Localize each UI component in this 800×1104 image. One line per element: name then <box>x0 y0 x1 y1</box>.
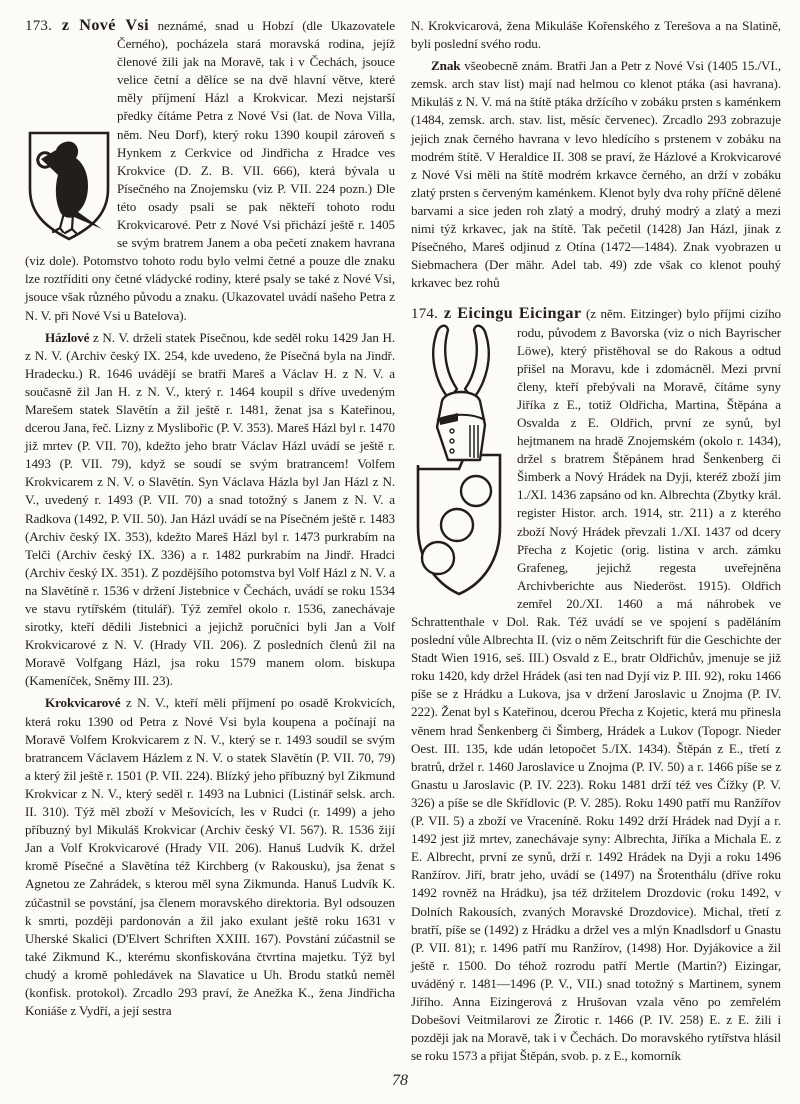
right-horn-icon <box>465 326 489 399</box>
carryover-text: N. Krokvicarová, žena Mikuláše Kořenského z Terešova a na Slatině, byli poslední svého rodu. <box>411 18 781 52</box>
krokvicarove-paragraph <box>25 694 395 1020</box>
znak-lead-word: Znak <box>431 58 461 74</box>
page-number: 78 <box>392 1072 408 1089</box>
horned-helmet-shield-icon <box>412 313 504 603</box>
entry-173-paragraph <box>25 17 395 325</box>
helmet-shield-crest-image <box>411 305 517 605</box>
hazlove-body-text: z N. V. drželi statek Písečnou, kde seděl roku 1429 Jan H. z N. V. (Archiv český IX. 254, kde uvedeno, že Písečná byla na Jindř. Hradecku.) R. 1646 uvádějí se bratři Mareš a Václav H. z N. V. a současně žil Jan H. z N. V., který r. 1464 koupil s dříve uvedeným Marešem statek Slavětín a žil ještě r. 1481, ženat jsa s Kateřinou, dcerou Jana, řeč. Lizny z Myslibořic (P. V. 353). Mareš Házl byl r. 1470 již mrtev (P. VII. 70), kdežto jeho bratr Václav Házl uvádí se ještě r. 1493 (P. VII. 79), když se soudí se svým bratrancem! Volfem Krokvicarem z N. V. o Slavětín. Syn Václava Házla byl Jan Házl z N. V., uvedený r. 1493 (P. VII. 70) a snad totožný s Janem z N. V. a Radkova (1492, P. VII. 50). Jan Házl uvádí se na Písečném ještě r. 1483 (Archiv český IX. 353), kdežto Mareš Házl byl r. 1473 purkrabím na Telči (Archiv český IX. 336) a r. 1482 purkrabím na Jindř. Hradci (Archiv český IX. 351). Z pozdějšího potomstva byl Volf Házl z N. V. a na Slavětíně r. 1536 v držení Jistebnice v Čechách, uvádí se roku 1534 ve stavu rytířském (titulář). Týž zemřel okolo r. 1536, zanechávaje sirotky, kteří dědili Jistebnici a jejichž poručníci byli Jan a Volf Krokvicarové z N. V. (Hrady VII. 206). Z posledních členů žil na Moravě Volfgang Házl, jsa roku 1579 manem olom. biskupa (Kameníček, Sněmy III. 23). <box>25 329 395 689</box>
shield-ring-top <box>461 476 491 506</box>
krokvicarove-body-text: z N. V., kteří měli příjmení po osadě Krokvicích, která roku 1390 od Petra z Nové Vsi byla koupena a počínají na Moravě Volfem Krokvicarem z N. V., který se r. 1493 soudil se svým bratrancem Václavem Házlem z N. V. o statek Slavětín (P. VII. 70, 79) a který žil ještě r. 1501 (P. VII. 224). Blízký jeho příbuzný byl Zikmund Krokvicar z N. V., který seděl r. 1493 na Lubnici (Listinář selsk. arch. II. 310). Týž měl zboží v Mešovicích, les v Rudci (r. 1499) a jeho příbuzný byl Mikuláš Krokvicar (Archiv český VI. 567). R. 1536 žijí Jan a Volf Krokvicarové (Hrady VII. 206). Hanuš Ludvík K. držel kromě Písečné a Slavětína též Kirchberg (v Rakousku), jsa ženat s Agnetou ze Zahrádek, s kterou měl syna Zikmunda. Hanuš Ludvík K. zúčastnil se povstání, jsa členem moravského direktoria. Byl odsouzen k smrti, později pardonován a žil jako exulant ještě roku 1631 v Uherské Skalici (D'Elvert Schriften XXIII. 167). Povstání zúčastnil se také Zikmund K., kterému skonfiskována čtvrtina majetku. Týž byl chudý a kromě pohledávek na Slavatice u Uh. Brodu statků neměl (konfisk. protokol). Zrcadlo 293 praví, že Anežka K., žena Jindřicha Koniáše z Vydří, a její sestra <box>25 695 395 1019</box>
entry-174-paragraph <box>411 305 781 1065</box>
two-column-text <box>25 17 781 1065</box>
hazlove-lead-word: Házlové <box>45 329 90 345</box>
entry-173-number: 173. <box>25 18 53 34</box>
left-horn-icon <box>433 326 457 399</box>
znak-paragraph <box>411 57 781 292</box>
shield-ring-middle <box>441 509 473 541</box>
entry-173-body-text: neznámé, snad u Hobzí (dle Ukazovatele Černého), pocházela stará moravská rodina, jejíž členové žili jak na Moravě, tak i v Čechách, jsouce velice četní a dělíce se na dvě hlavní větve, které měly příjmení Házl a Krokvicar. Mezi nejstarší předky čítáme Petra z Nové Vsi (lat. de Nova Villa, něm. Neu Dorf), který roku 1390 koupil zároveň s Hynkem z Cerkvice od Jindřicha z Hradce ves Krokvice (D. Z. B. VII. 666), která bývala u Písečného na Znojemsku (viz P. VII. 224 pozn.) Dle této osady psali se pak někteří tohoto rodu Krokvicarové. Petr z Nové Vsi přichází ještě r. 1405 se svým bratrem Janem a oba pečetí znakem havrana (viz dole). Potomstvo tohoto rodu bylo velmi četné a pouze dle znaku lze roztříditi ony četné vládycké rodiny, které psaly se také z Nové Vsi, jsouce však různého původu a znaku. (Ukazovatel uvádí našeho Petra z N. V. při Nové Vsi u Batelova). <box>25 18 396 323</box>
entry-173-headword: z Nové Vsi <box>52 16 150 34</box>
raven-shield-crest-image <box>25 17 117 245</box>
left-column <box>25 17 395 1065</box>
right-column <box>411 17 781 1065</box>
raven-shield-icon <box>26 129 112 243</box>
entry-174-headword: z Eicingu Eicingar <box>438 304 582 323</box>
znak-body-text: všeobecně znám. Bratři Jan a Petr z Nové Vsi (1405 15./VI., zemsk. arch stav list) mají nad helmou co klenot ptáka (asi havrana). Mikuláš z N. V. má na štítě ptáka držícího v zobáku prsten s kaménkem (1484, zemsk. arch. stav. list, měsíc červenec). Zrcadlo 293 zobrazuje jejich znak černého havrana v levo hledícího s prstenem v zobáku na modrém štítě. V Heraldice II. 308 se praví, že Házlové a Krokvicarové z Nové Vsi měli na štítě modrém krkavce černého, an drží v zobáku zlatý prsten s červeným kaménkem. Klenot byly dva rohy příčně dělené barvami a sice jeden roh zlatý a modrý, druhý modrý a zlatý a mezi nimi týž krkavec, jak na štítě. Tak pečetil (1428) Jan Házl, jinak z Písečného, Mareš odjinud z Otína (1472—1484). Znak vyobrazen u Siebmachera (Der mähr. Adel tab. 49) zde však co klenot pouhý krkavec bez rohů <box>411 58 781 291</box>
entry-174-body-text: (z něm. Eitzinger) bylo příjmi cizího rodu, původem z Bavorska (viz o nich Bayrischer Löwe), který přistěhoval se do Rakous a odtud přišel na Moravu, kde i zdomácněl. Mezi první členy, kteří přebývali na Moravě, čítáme syny Jiříka z E., totiž Oldřicha, Martina, Štěpána a Osvalda z E. Oldřich, první ze synů, byl hejtmanem na hradě Znojemském (okolo r. 1434), držel s bratrem Štěpánem hrad Šenkenberg či Šimberk a Nový Hrádek na Dyji, kteréž zboží jim 1./XI. 1436 zapsáno od kn. Albrechta (Zbytky král. register Histor. arch. 1914, str. 211) a z kterého zboží Nový Hrádek převzali 1./XI. 1437 od dcery Přecha z Kojetic (orig. listina v arch. zámku Grafeneg, jejichž regesta uveřejněna Archivberichte aus Niederöst. 1915). Oldřich zemřel 20./XI. 1460 a má náhrobek ve Schrattenthale v Dol. Rak. Též uvádí se ve spojení s paděláním poslední vůle Albrechta II. (viz o něm Zeitschrift für die Geschichte der Stadt Wien 1916, seš. III.) Osvald z E., bratr Oldřichův, jmenuje se již roku 1420, kdy držel Hrádek (asi ten nad Dyjí viz P. III. 92), roku 1466 píše se z Hrádku a Lukova, jsa v držení Jaroslavic u Znojma (P. IV. 222). Ženat byl s Kateřinou, dcerou Přecha z Kojetic, která mu přinesla věnem hrad Šenkenberg či Šimberg, Hrádek a Lukov (Topogr. Nieder Oest. III. 135, kde udán letopočet 5./IX. 1434). Štěpán z E., třetí z bratrů, držel r. 1460 Jaroslavice u Znojma (P. IV. 50) a r. 1466 píše se z Gnastu u Jaroslavic (P. IV. 223). Roku 1481 drží též ves Čížky (P. V. 326) a píše se dle Skřídlovic (P. V. 285). Roku 1490 patří mu Ranžířov (P. VII. 5) a zboží ve Vraceníně. Roku 1492 drží Hrádek nad Dyjí a r. 1492 jest již mrtev, zanechávaje syny: Albrechta, Jiříka a Michala E. z E. Albrecht, první ze synů, drží r. 1492 Hrádek na Dyji a roku 1496 Ranžírov. Jiří, bratr jeho, uvádí se (1497) na Šrotenthálu (dříve roku 1492 rovněž na Hrádku), jsa též držitelem Drozdovic (roku 1492, v Dolních Rakousích, zvaných Moravské Drozdovice). Michal, třetí z bratří, píše se (1492) z Hrádku a držel ves a mlýn Knadlsdorf u Gnastu (P. VII. 81); r. 1496 patří mu Ranžírov, (1498) Hor. Dyjákovice a žil ještě r. 1500. Do téhož rozrodu patří Mertle (Martin?) Eizingar, uváděný r. 1481—1496 (P. V., VII.) snad totožný s Martinem, synem Jiřího. Anna Eizingerová z Hrušovan vzala věno po zemřelém Dobešovi Veitmilarovi ze Žirotic r. 1466 (P. IV. 258) E. z E. žili i později jak na Moravě, tak i v Čechách. Do moravského rytířstva hlásil se roku 1573 a přijat Štěpán, svob. p. z E., komorník <box>411 306 781 1064</box>
hazlove-paragraph <box>25 329 395 691</box>
raven-icon <box>41 142 102 229</box>
shield-ring-bottom <box>422 542 454 574</box>
entry-174-number: 174. <box>411 306 439 323</box>
carryover-paragraph <box>411 17 781 53</box>
krokvicarove-lead-word: Krokvicarové <box>45 695 121 711</box>
